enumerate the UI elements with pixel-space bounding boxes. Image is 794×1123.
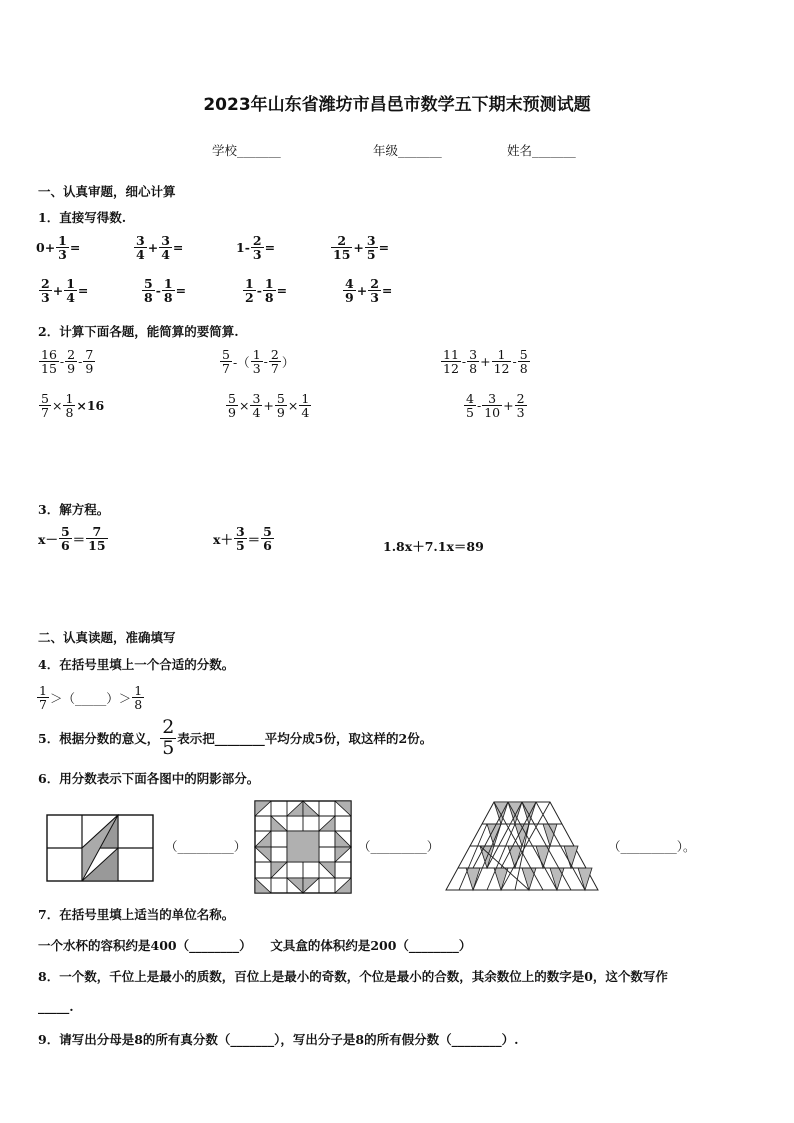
q4-label: 4．在括号里填上一个合适的分数。: [38, 657, 235, 672]
fraction: $\frac{1}{8}$: [163, 276, 173, 306]
q1-item-2: 3 4 + $\frac{3}{4}$ =: [136, 233, 184, 263]
q2-expr-5: $\frac{5}{9}$ × $\frac{3}{4}$ + $\frac{5}{9}$ × $\frac{1}{4}$: [228, 391, 310, 421]
q3-equation-3: 1.8x＋7.1x＝89: [383, 539, 484, 554]
trapezoid-figure-3: [444, 800, 600, 892]
section-2-heading: 二、认真读题，准确填写: [38, 630, 176, 645]
fraction: 2 15: [333, 233, 351, 263]
q1-item-3: 1- $\frac{2}{3}$ =: [236, 233, 276, 263]
q4-inequality: 1 7 ＞（_____）＞ 1 8: [39, 683, 143, 713]
q6-blank-3[interactable]: （_________）。: [608, 839, 696, 854]
fraction: $\frac{3}{5}$: [366, 233, 376, 263]
page-title: 2023年山东省潍坊市昌邑市数学五下期末预测试题: [203, 95, 591, 115]
q1-item-7: 1 2 - $\frac{1}{8}$ =: [245, 276, 288, 306]
fraction: $\frac{3}{4}$: [161, 233, 170, 263]
fraction: $\frac{1}{3}$: [58, 233, 67, 263]
q3-equation-2: x＋ 3 5 ＝ 5 6: [213, 524, 272, 554]
q3-label: 3．解方程。: [38, 502, 110, 517]
q7-text: 一个水杯的容积约是400（________） 文具盒的体积约是200（________）: [38, 938, 472, 953]
name-field: 姓名_______: [507, 143, 576, 158]
q2-expr-3: 11 12 - 3 8 + $\frac{1}{12}$ - 5 8: [443, 347, 528, 377]
q2-expr-6: 4 5 - 3 10 + $\frac{2}{3}$: [466, 391, 525, 421]
q2-expr-4: $\frac{5}{7}$ × $\frac{1}{8}$ ×16: [41, 391, 105, 421]
fraction: 5 8: [144, 276, 153, 306]
q1-item-5: 2 3 + $\frac{1}{4}$ =: [41, 276, 89, 306]
grade-field: 年级_______: [373, 143, 442, 158]
pattern-figure-2: [254, 800, 352, 894]
school-field: 学校_______: [212, 143, 281, 158]
grid-figure-1: [46, 814, 154, 882]
q1-item-4: 2 15 + $\frac{3}{5}$ =: [333, 233, 390, 263]
q6-blank-2[interactable]: （_________）: [358, 839, 440, 854]
fraction: 2 3: [41, 276, 50, 306]
q1-item-8: 4 9 + $\frac{2}{3}$ =: [345, 276, 393, 306]
q8-answer-blank[interactable]: _____.: [38, 999, 74, 1014]
q3-equation-1: x－ 5 6 ＝ 7 15: [38, 524, 106, 554]
fraction: $\frac{2}{3}$: [370, 276, 379, 306]
q9-text: 9．请写出分母是8的所有真分数（_______），写出分子是8的所有假分数（________）.: [38, 1032, 519, 1047]
q7-label: 7．在括号里填上适当的单位名称。: [38, 907, 235, 922]
q6-blank-1[interactable]: （_________）: [165, 839, 247, 854]
q1-item-1: 0+ $\frac{1}{3}$ =: [36, 233, 81, 263]
fraction: $\frac{1}{4}$: [66, 276, 75, 306]
q5-text: 5．根据分数的意义， 2 5 表示把________平均分成5份，取这样的2份。: [38, 716, 433, 759]
q8-text: 8．一个数，千位上是最小的质数，百位上是最小的奇数，个位是最小的合数，其余数位上的数字是0，这个数写作: [38, 969, 668, 984]
q2-expr-2: 5 7 -（ 1 3 - 2 7 ）: [222, 347, 295, 377]
fraction: 4 9: [345, 276, 354, 306]
q2-expr-1: 16 15 - 2 9 - 7 9: [41, 347, 94, 377]
q1-label: 1．直接写得数.: [38, 210, 127, 225]
section-1-heading: 一、认真审题，细心计算: [38, 184, 176, 199]
q6-label: 6．用分数表示下面各图中的阴影部分。: [38, 771, 260, 786]
fraction: $\frac{1}{8}$: [264, 276, 274, 306]
q1-item-6: 5 8 - $\frac{1}{8}$ =: [144, 276, 187, 306]
fraction: 3 4: [136, 233, 145, 263]
q2-label: 2．计算下面各题，能简算的要简算.: [38, 324, 239, 339]
fraction: 1 2: [245, 276, 254, 306]
fraction: $\frac{2}{3}$: [252, 233, 262, 263]
